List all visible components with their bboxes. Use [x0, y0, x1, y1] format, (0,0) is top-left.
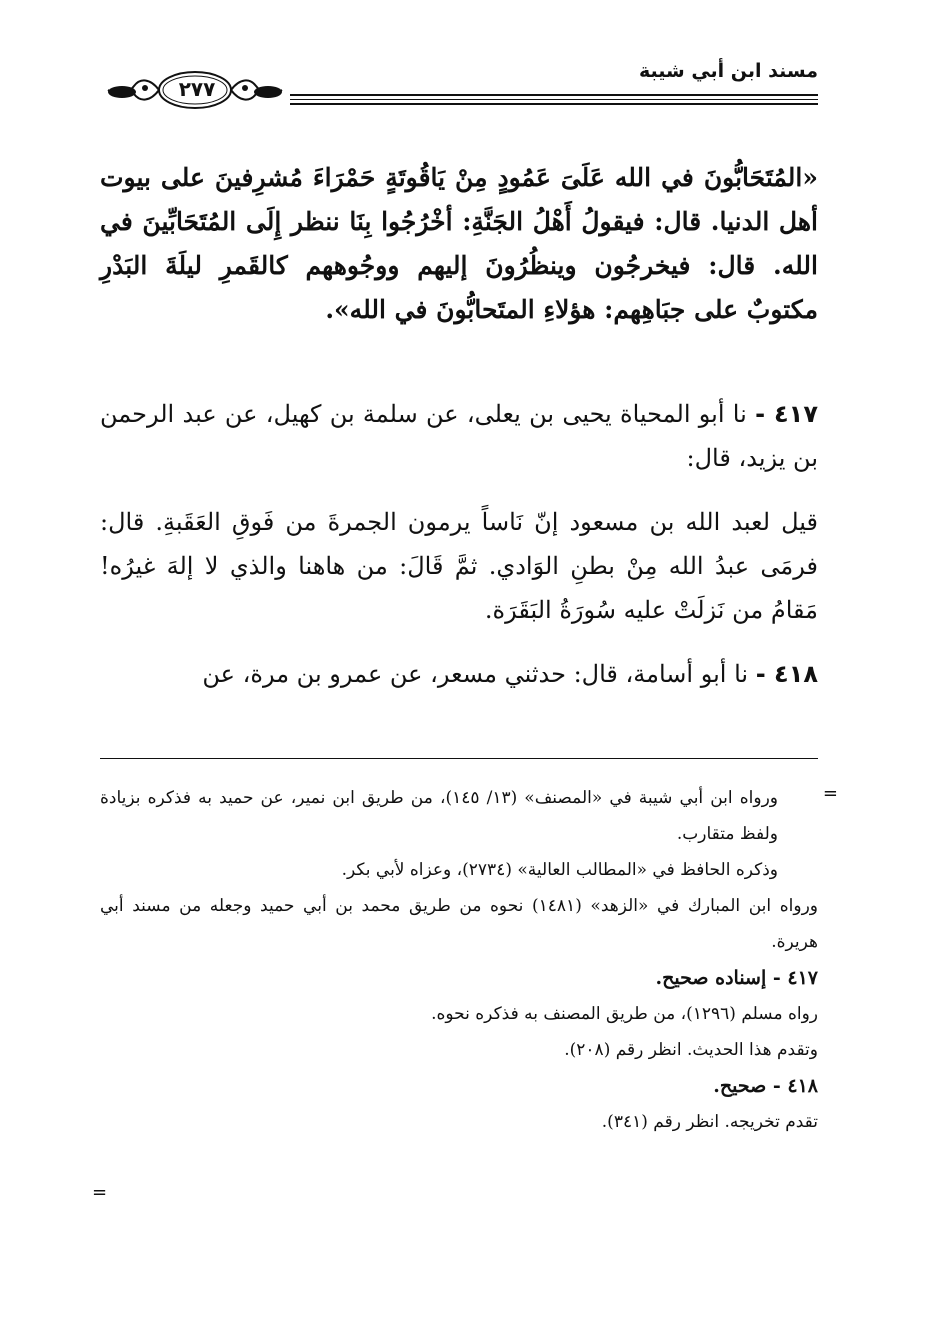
- entry-417-text: قيل لعبد الله بن مسعود إنّ نَاساً يرمون الجمرةَ من فَوقِ العَقَبةِ. قال: فرمَى عبدُ الله مِنْ بطنِ الوَادي. ثمَّ قَالَ: من هاهنا والذي لا إلهَ غيرُه! مَقامُ من نَزلَتْ عليه سُورَةُ البَقَرَة.: [100, 508, 818, 624]
- footnote-line: وذكره الحافظ في «المطالب العالية» (٢٧٣٤)، وعزاه لأبي بكر.: [341, 860, 778, 880]
- entry-417-isnad: [100, 392, 818, 480]
- isnad-text: نا أبو المحياة يحيى بن يعلى، عن سلمة بن كهيل، عن عبد الرحمن بن يزيد، قال:: [100, 400, 818, 472]
- footnotes: [100, 780, 818, 1140]
- continuation-mark: =: [92, 1182, 108, 1203]
- entry-number: ٤١٧ -: [755, 400, 818, 428]
- footnote-line: وتقدم هذا الحديث. انظر رقم (٢٠٨).: [564, 1040, 818, 1060]
- footnote-line: تقدم تخريجه. انظر رقم (٣٤١).: [601, 1112, 818, 1132]
- header-rule: [290, 94, 818, 108]
- footnote-heading: ٤١٧ - إسناده صحيح.: [655, 967, 818, 989]
- entry-418-isnad: [100, 652, 818, 696]
- footnote-heading: ٤١٨ - صحيح.: [713, 1075, 818, 1097]
- entry-number: ٤١٨ -: [755, 660, 818, 688]
- footnote-line: ورواه ابن أبي شيبة في «المصنف» (١٣/ ١٤٥)، من طريق ابن نمير، عن حميد به فذكره بزيادة ولفظ متقارب.: [100, 788, 778, 844]
- footnote-separator: [100, 758, 818, 759]
- running-head: مسند ابن أبي شيبة: [638, 60, 818, 82]
- hadith-quote: «المُتَحَابُّونَ في الله عَلَىَ عَمُودٍ مِنْ يَاقُوتَةٍ حَمْرَاءَ مُشرِفينَ على بيوت أهل الدنيا. قال: فيقولُ أَهْلُ الجَنَّةِ: أخْرُجُوا بِنَا ننظر إِلَى المُتَحَابِّينَ في الله. قال: فيخرجُون وينظُرُونَ إليهم ووجُوههم كالقَمرِ ليلَةَ البَدْرِ مكتوبٌ على جبَاهِهم: هؤلاءِ المتَحابُّونَ في الله».: [100, 163, 818, 324]
- footnote-line: رواه مسلم (١٢٩٦)، من طريق المصنف به فذكره نحوه.: [431, 1004, 818, 1024]
- page-number: ٢٧٧: [178, 77, 216, 101]
- continuation-mark: =: [822, 783, 838, 804]
- isnad-text: نا أبو أسامة، قال: حدثني مسعر، عن عمرو بن مرة، عن: [202, 660, 749, 688]
- footnote-line: ورواه ابن المبارك في «الزهد» (١٤٨١) نحوه من طريق محمد بن أبي حميد وجعله من مسند أبي هريرة.: [100, 896, 818, 952]
